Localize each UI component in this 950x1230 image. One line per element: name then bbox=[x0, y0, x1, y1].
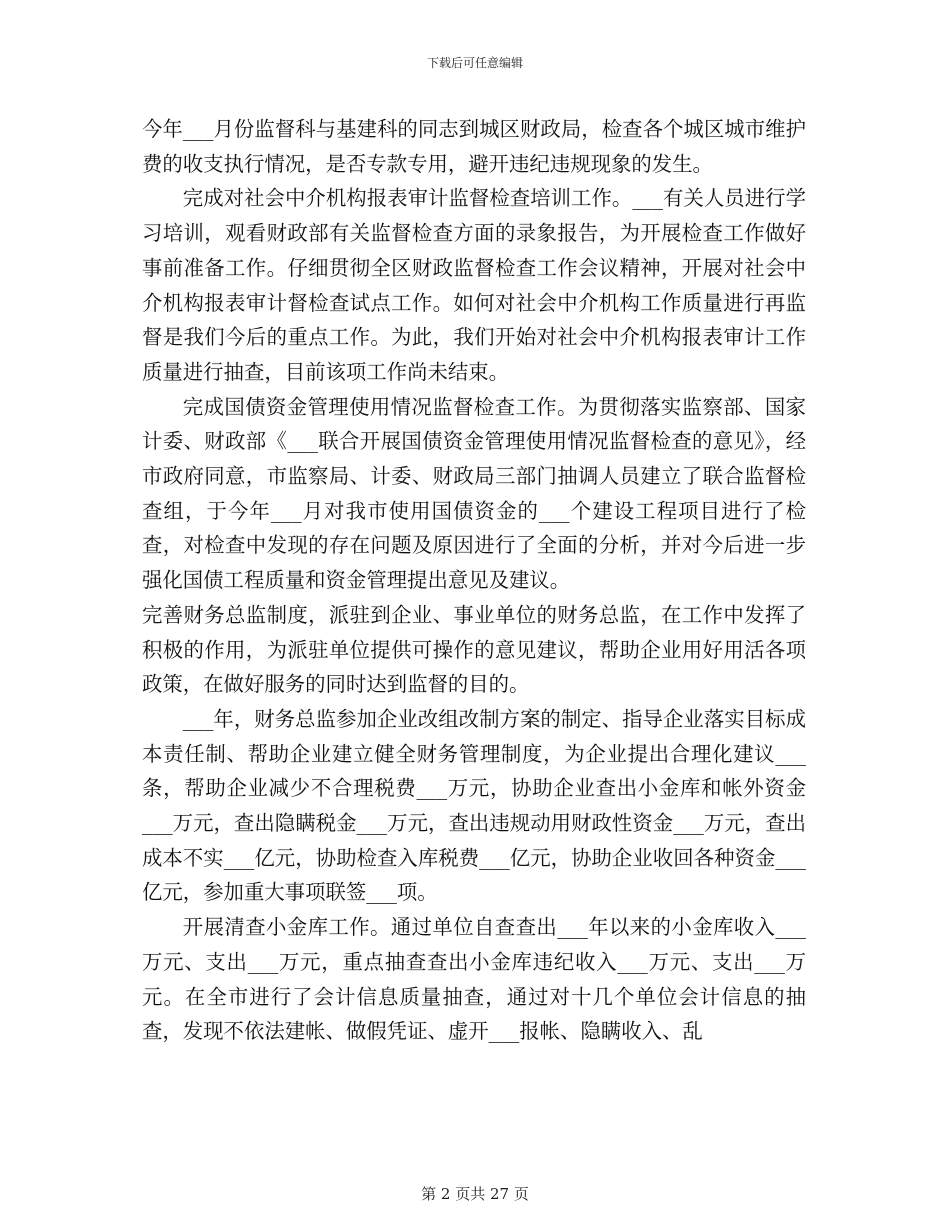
page-number: 第 2 页共 27 页 bbox=[421, 1185, 529, 1203]
paragraph-3: 完成国债资金管理使用情况监督检查工作。为贯彻落实监察部、国家计委、财政部《___联合开展国债资金管理使用情况监督检查的意见》，经市政府同意，市监察局、计委、财政局三部门抽调人员建立了联合监督检查组，于今年___月对我市使用国债资金的___个建设工程项目进行了检查，对检查中发现的存在问题及原因进行了全面的分析，并对今后进一步强化国债工程质量和资金管理提出意见及建议。 bbox=[142, 394, 806, 593]
paragraph-2: 完成对社会中介机构报表审计监督检查培训工作。___有关人员进行学习培训，观看财政部有关监督检查方面的录象报告，为开展检查工作做好事前准备工作。仔细贯彻全区财政监督检查工作会议精神，开展对社会中介机构报表审计督检查试点工作。如何对社会中介机构工作质量进行再监督是我们今后的重点工作。为此，我们开始对社会中介机构报表审计工作质量进行抽查，目前该项工作尚未结束。 bbox=[142, 186, 806, 384]
page-header-note: 下载后可任意编辑 bbox=[426, 56, 523, 70]
paragraph-6: 开展清查小金库工作。通过单位自查查出___年以来的小金库收入___万元、支出___万元，重点抽查查出小金库违纪收入___万元、支出___万元。在全市进行了会计信息质量抽查，通过对十几个单位会计信息的抽查，发现不依法建帐、做假凭证、虚开___报帐、隐瞒收入、乱 bbox=[142, 915, 806, 1044]
paragraph-5: ___年，财务总监参加企业改组改制方案的制定、指导企业落实目标成本责任制、帮助企业建立健全财务管理制度，为企业提出合理化建议___条，帮助企业减少不合理税费___万元，协助企业查出小金库和帐外资金___万元，查出隐瞒税金___万元，查出违规动用财政性资金___万元，查出成本不实___亿元，协助检查入库税费___亿元，协助企业收回各种资金___亿元，参加重大事项联签___项。 bbox=[142, 706, 806, 905]
paragraph-1: 今年___月份监督科与基建科的同志到城区财政局，检查各个城区城市维护费的收支执行情况，是否专款专用，避开违纪违规现象的发生。 bbox=[142, 117, 806, 176]
paragraph-4: 完善财务总监制度，派驻到企业、事业单位的财务总监，在工作中发挥了积极的作用，为派驻单位提供可操作的意见建议，帮助企业用好用活各项政策，在做好服务的同时达到监督的目的。 bbox=[142, 602, 806, 697]
document-body bbox=[142, 112, 806, 1049]
